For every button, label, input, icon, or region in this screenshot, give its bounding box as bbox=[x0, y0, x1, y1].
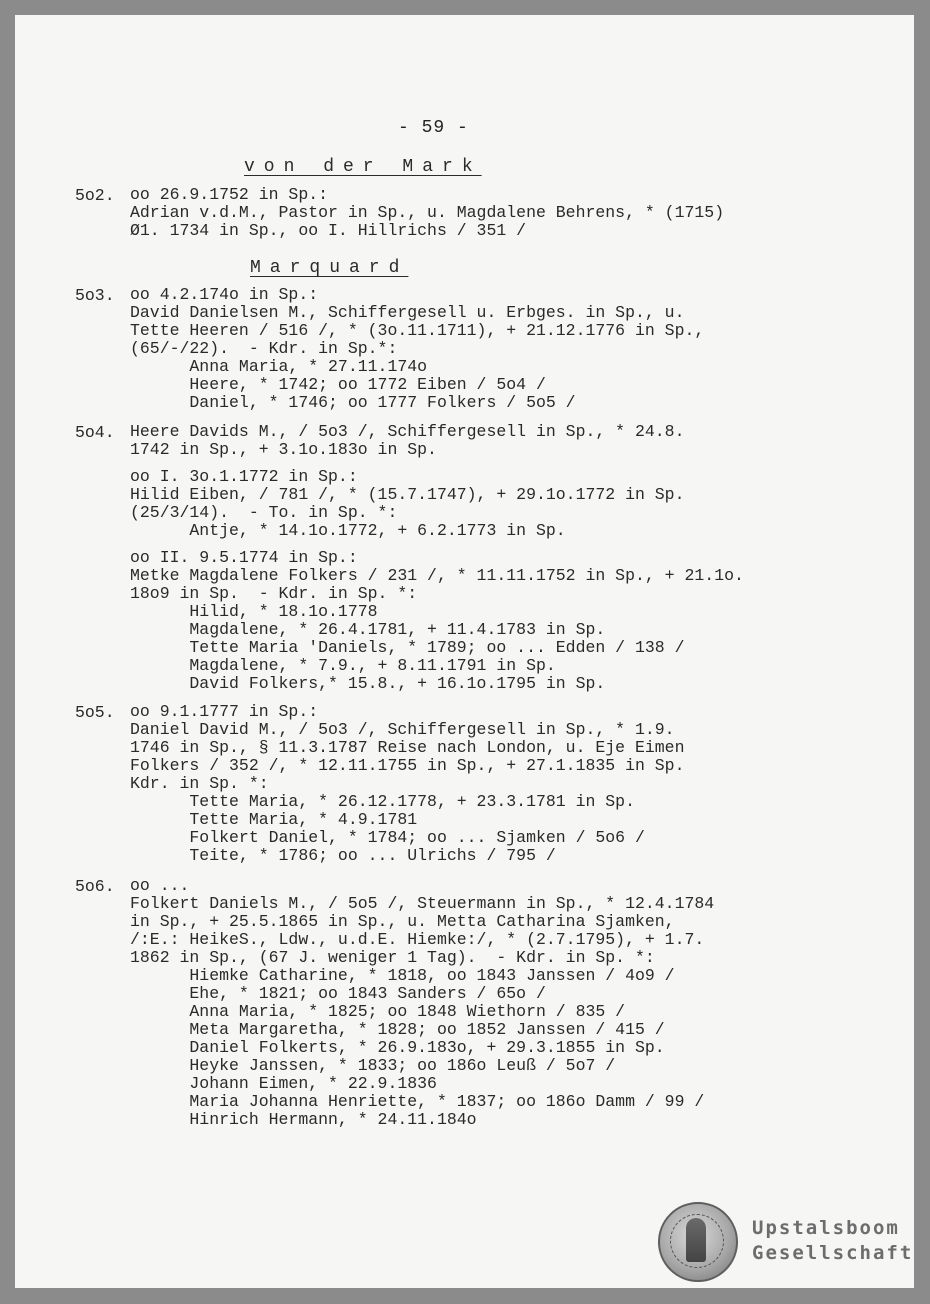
entry-number: 5o5. bbox=[75, 703, 115, 722]
entry-line: /:E.: HeikeS., Ldw., u.d.E. Hiemke:/, * (2.7.1795), + 1.7. bbox=[130, 930, 705, 949]
entry-line: David Danielsen M., Schiffergesell u. Erbges. in Sp., u. bbox=[130, 303, 685, 322]
entry-line: Johann Eimen, * 22.9.1836 bbox=[130, 1074, 437, 1093]
entry-line: Anna Maria, * 1825; oo 1848 Wiethorn / 835 / bbox=[130, 1002, 626, 1021]
section-heading-marquard: Marquard bbox=[250, 258, 409, 278]
entry-line: Metke Magdalene Folkers / 231 /, * 11.11.1752 in Sp., + 21.1o. bbox=[130, 566, 744, 585]
entry-line: Tette Maria 'Daniels, * 1789; oo ... Edden / 138 / bbox=[130, 638, 685, 657]
society-name-line1: Upstalsboom bbox=[752, 1217, 900, 1239]
entry-line: Adrian v.d.M., Pastor in Sp., u. Magdalene Behrens, * (1715) bbox=[130, 203, 725, 222]
entry-line: Daniel David M., / 5o3 /, Schiffergesell in Sp., * 1.9. bbox=[130, 720, 675, 739]
entry-line: Anna Maria, * 27.11.174o bbox=[130, 357, 428, 376]
entry-number: 5o6. bbox=[75, 877, 115, 896]
entry-line: oo I. 3o.1.1772 in Sp.: bbox=[130, 467, 358, 486]
entry-line: Meta Margaretha, * 1828; oo 1852 Janssen / 415 / bbox=[130, 1020, 665, 1039]
entry-line: David Folkers,* 15.8., + 16.1o.1795 in Sp. bbox=[130, 674, 606, 693]
entry-line: Hinrich Hermann, * 24.11.184o bbox=[130, 1110, 477, 1129]
entry-line: Hilid Eiben, / 781 /, * (15.7.1747), + 29.1o.1772 in Sp. bbox=[130, 485, 685, 504]
entry-line: Heyke Janssen, * 1833; oo 186o Leuß / 5o7 / bbox=[130, 1056, 616, 1075]
entry-line: Hiemke Catharine, * 1818, oo 1843 Janssen / 4o9 / bbox=[130, 966, 675, 985]
entry-line: Heere Davids M., / 5o3 /, Schiffergesell in Sp., * 24.8. bbox=[130, 422, 685, 441]
entry-line: Folkert Daniel, * 1784; oo ... Sjamken / 5o6 / bbox=[130, 828, 645, 847]
entry-line: 1862 in Sp., (67 J. weniger 1 Tag). - Kdr. in Sp. *: bbox=[130, 948, 655, 967]
entry-line: Tette Maria, * 26.12.1778, + 23.3.1781 in Sp. bbox=[130, 792, 635, 811]
entry-line: in Sp., + 25.5.1865 in Sp., u. Metta Catharina Sjamken, bbox=[130, 912, 675, 931]
entry-line: Ø1. 1734 in Sp., oo I. Hillrichs / 351 / bbox=[130, 221, 527, 240]
entry-number: 5o4. bbox=[75, 423, 115, 442]
entry-line: Tette Heeren / 516 /, * (3o.11.1711), + 21.12.1776 in Sp., bbox=[130, 321, 705, 340]
entry-line: Daniel, * 1746; oo 1777 Folkers / 5o5 / bbox=[130, 393, 576, 412]
entry-number: 5o3. bbox=[75, 286, 115, 305]
entry-line: Tette Maria, * 4.9.1781 bbox=[130, 810, 418, 829]
entry-line: Teite, * 1786; oo ... Ulrichs / 795 / bbox=[130, 846, 556, 865]
entry-line: oo 26.9.1752 in Sp.: bbox=[130, 185, 329, 204]
page-number: - 59 - bbox=[398, 118, 469, 138]
entry-line: Kdr. in Sp. *: bbox=[130, 774, 269, 793]
entry-line: 1742 in Sp., + 3.1o.183o in Sp. bbox=[130, 440, 437, 459]
entry-line: Heere, * 1742; oo 1772 Eiben / 5o4 / bbox=[130, 375, 546, 394]
entry-line: Folkers / 352 /, * 12.11.1755 in Sp., + 27.1.1835 in Sp. bbox=[130, 756, 685, 775]
entry-line: Hilid, * 18.1o.1778 bbox=[130, 602, 378, 621]
entry-line: Maria Johanna Henriette, * 1837; oo 186o Damm / 99 / bbox=[130, 1092, 705, 1111]
entry-line: Antje, * 14.1o.1772, + 6.2.1773 in Sp. bbox=[130, 521, 566, 540]
entry-line: oo 9.1.1777 in Sp.: bbox=[130, 702, 319, 721]
entry-line: oo ... bbox=[130, 876, 190, 895]
entry-line: Magdalene, * 26.4.1781, + 11.4.1783 in Sp. bbox=[130, 620, 606, 639]
entry-line: oo 4.2.174o in Sp.: bbox=[130, 285, 319, 304]
entry-line: Ehe, * 1821; oo 1843 Sanders / 65o / bbox=[130, 984, 546, 1003]
entry-line: Magdalene, * 7.9., + 8.11.1791 in Sp. bbox=[130, 656, 556, 675]
section-heading-von-der-mark: von der Mark bbox=[244, 157, 482, 177]
entry-number: 5o2. bbox=[75, 186, 115, 205]
entry-line: (25/3/14). - To. in Sp. *: bbox=[130, 503, 398, 522]
entry-line: oo II. 9.5.1774 in Sp.: bbox=[130, 548, 358, 567]
entry-line: Daniel Folkerts, * 26.9.183o, + 29.3.1855 in Sp. bbox=[130, 1038, 665, 1057]
entry-line: (65/-/22). - Kdr. in Sp.*: bbox=[130, 339, 398, 358]
entry-line: 1746 in Sp., § 11.3.1787 Reise nach London, u. Eje Eimen bbox=[130, 738, 685, 757]
entry-line: Folkert Daniels M., / 5o5 /, Steuermann in Sp., * 12.4.1784 bbox=[130, 894, 715, 913]
seal-emblem-icon bbox=[658, 1202, 738, 1282]
entry-line: 18o9 in Sp. - Kdr. in Sp. *: bbox=[130, 584, 418, 603]
society-name-line2: Gesellschaft bbox=[752, 1242, 914, 1264]
